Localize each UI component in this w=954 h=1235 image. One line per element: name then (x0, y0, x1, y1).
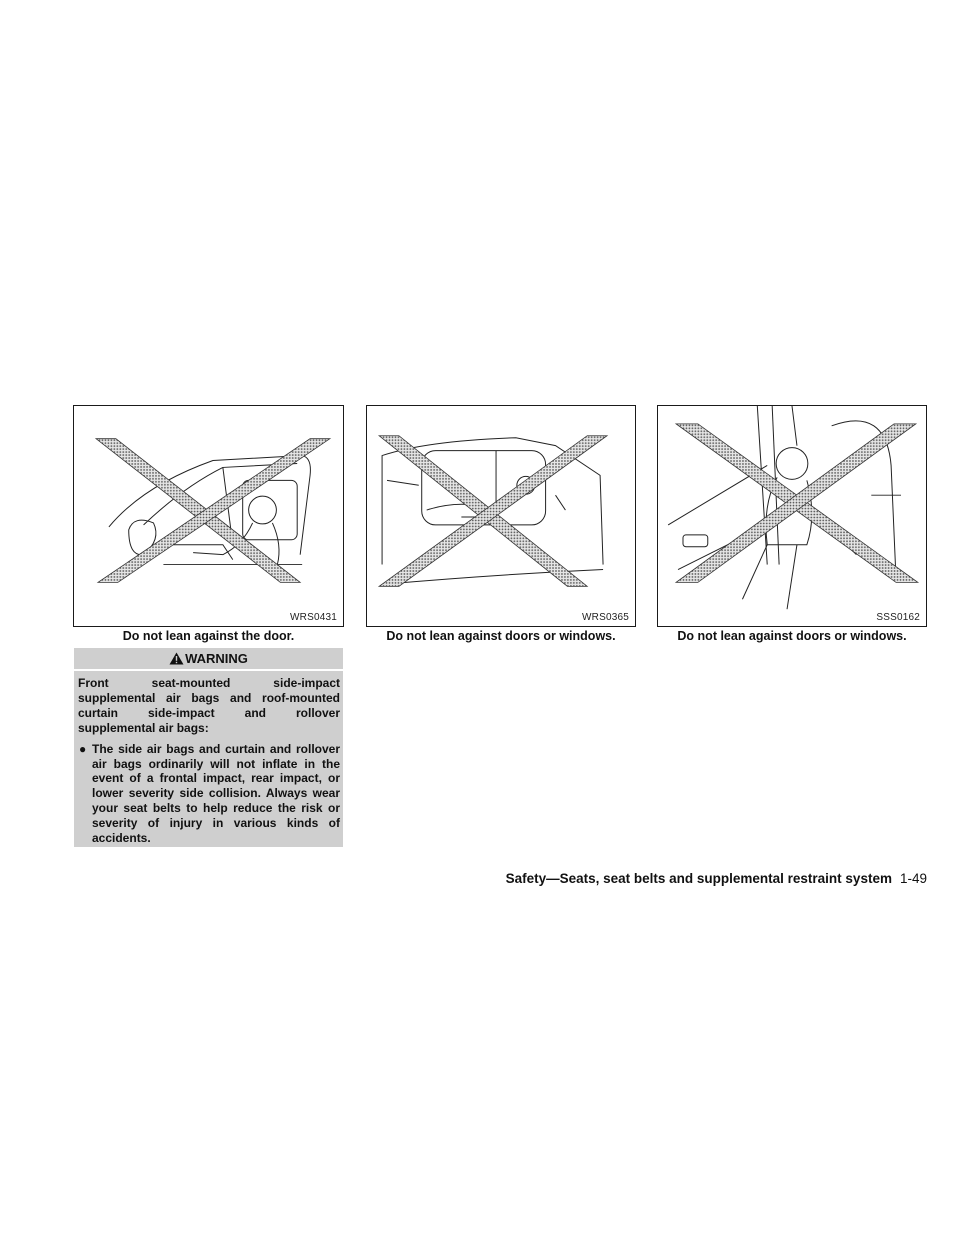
illustration-passenger-leaning-seat (658, 406, 926, 626)
warning-box (74, 648, 343, 847)
figure-caption: Do not lean against doors or windows. (386, 629, 616, 643)
illustration-driver-leaning-on-door (74, 406, 343, 626)
warning-bullet (78, 742, 340, 846)
warning-triangle-icon (169, 652, 184, 665)
warning-body (74, 671, 343, 846)
figure-lean-windows (366, 405, 636, 627)
figure-lean-doors-seat (657, 405, 927, 627)
figure-caption: Do not lean against the door. (122, 629, 295, 643)
figure-lean-door (73, 405, 344, 627)
illustration-passenger-leaning-on-window (367, 406, 635, 626)
warning-header (74, 648, 343, 671)
warning-title: WARNING (185, 651, 248, 666)
footer-section-title: Safety—Seats, seat belts and supplemental restraint system (505, 871, 892, 886)
page-footer (506, 871, 927, 886)
figure-code: SSS0162 (876, 612, 920, 623)
page-number: 1-49 (899, 871, 927, 886)
warning-intro: Front seat-mounted side-impact supplemental air bags and roof-mounted curtain side-impact and rollover supplemental air bags: (78, 676, 340, 735)
warning-bullet-text: The side air bags and curtain and rollover air bags ordinarily will not inflate in the event of a frontal impact, rear impact, or lower severity side collision. Always wear your seat belts to help reduce the risk or severity of injury in various kinds of accidents. (92, 741, 340, 846)
figure-code: WRS0431 (290, 612, 337, 623)
bullet-dot-icon: ● (79, 741, 87, 756)
prohibition-x-mark (676, 424, 918, 583)
figure-code: WRS0365 (582, 612, 629, 623)
figure-caption: Do not lean against doors or windows. (677, 629, 907, 643)
prohibition-x-mark (379, 436, 607, 587)
